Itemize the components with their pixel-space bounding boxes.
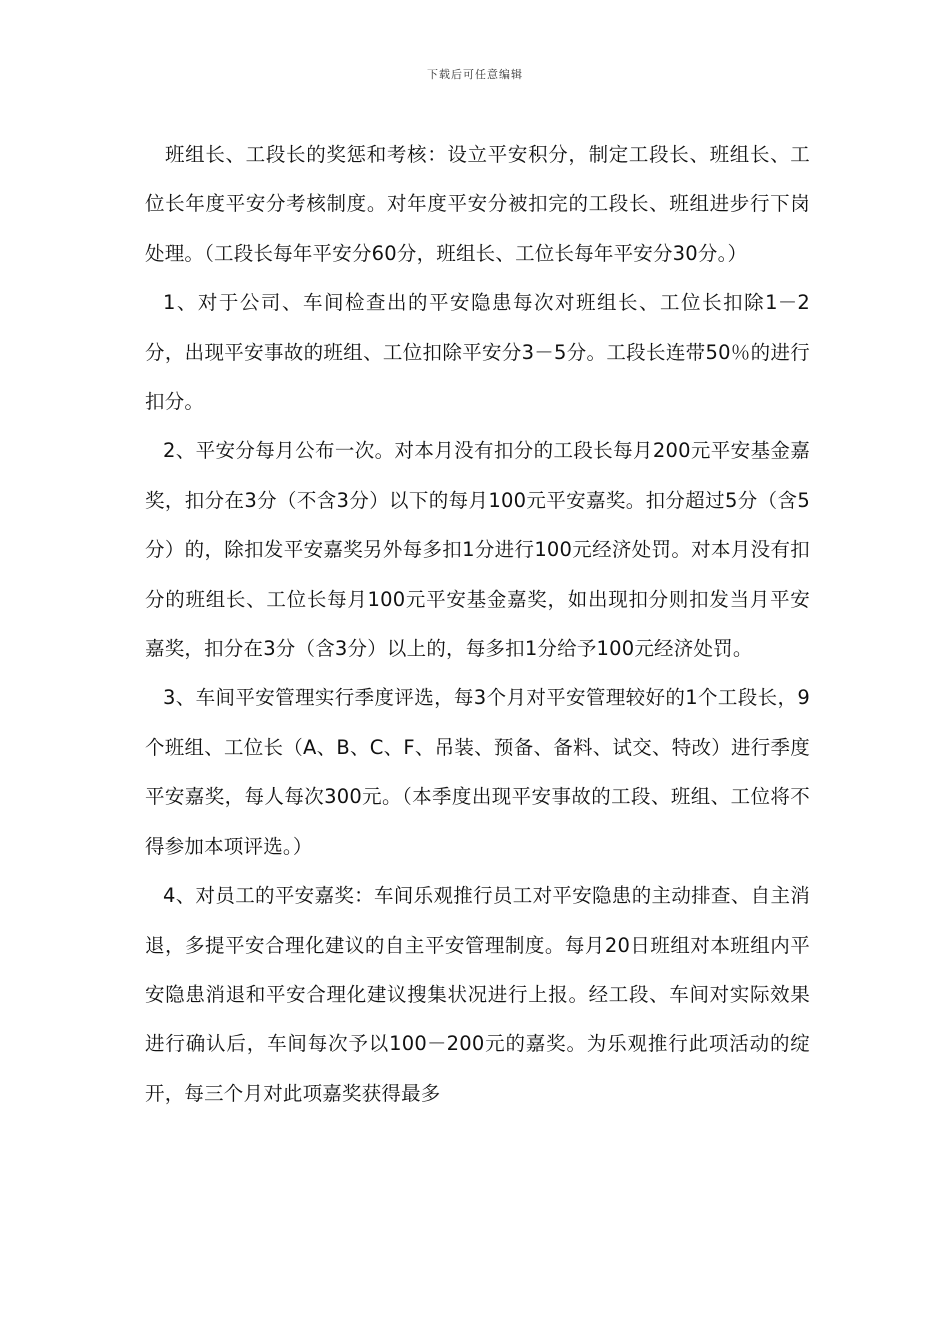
paragraph-item-3: 3、车间平安管理实行季度评选，每3个月对平安管理较好的1个工段长，9个班组、工位长（A、B、C、F、吊装、预备、备料、试交、特改）进行季度平安嘉奖，每人每次300元。（本季度出现平安事故的工段、班组、工位将不得参加本项评选。） — [145, 686, 810, 858]
document-body — [145, 130, 810, 1118]
paragraph-intro: 班组长、工段长的奖惩和考核：设立平安积分，制定工段长、班组长、工位长年度平安分考核制度。对年度平安分被扣完的工段长、班组进步行下岗处理。（工段长每年平安分60分，班组长、工位长每年平安分30分。） — [145, 143, 810, 265]
paragraph-item-4: 4、对员工的平安嘉奖：车间乐观推行员工对平安隐患的主动排查、自主消退，多提平安合理化建议的自主平安管理制度。每月20日班组对本班组内平安隐患消退和平安合理化建议搜集状况进行上报。经工段、车间对实际效果进行确认后，车间每次予以100－200元的嘉奖。为乐观推行此项活动的绽开，每三个月对此项嘉奖获得最多 — [145, 884, 810, 1105]
paragraph-item-1: 1、对于公司、车间检查出的平安隐患每次对班组长、工位长扣除1－2分，出现平安事故的班组、工位扣除平安分3－5分。工段长连带50％的进行扣分。 — [145, 291, 810, 414]
page-header: 下载后可任意编辑 — [427, 68, 523, 81]
paragraph-item-2: 2、平安分每月公布一次。对本月没有扣分的工段长每月200元平安基金嘉奖，扣分在3分（不含3分）以下的每月100元平安嘉奖。扣分超过5分（含5分）的，除扣发平安嘉奖另外每多扣1分进行100元经济处罚。对本月没有扣分的班组长、工位长每月100元平安基金嘉奖，如出现扣分则扣发当月平安嘉奖，扣分在3分（含3分）以上的，每多扣1分给予100元经济处罚。 — [145, 439, 810, 661]
